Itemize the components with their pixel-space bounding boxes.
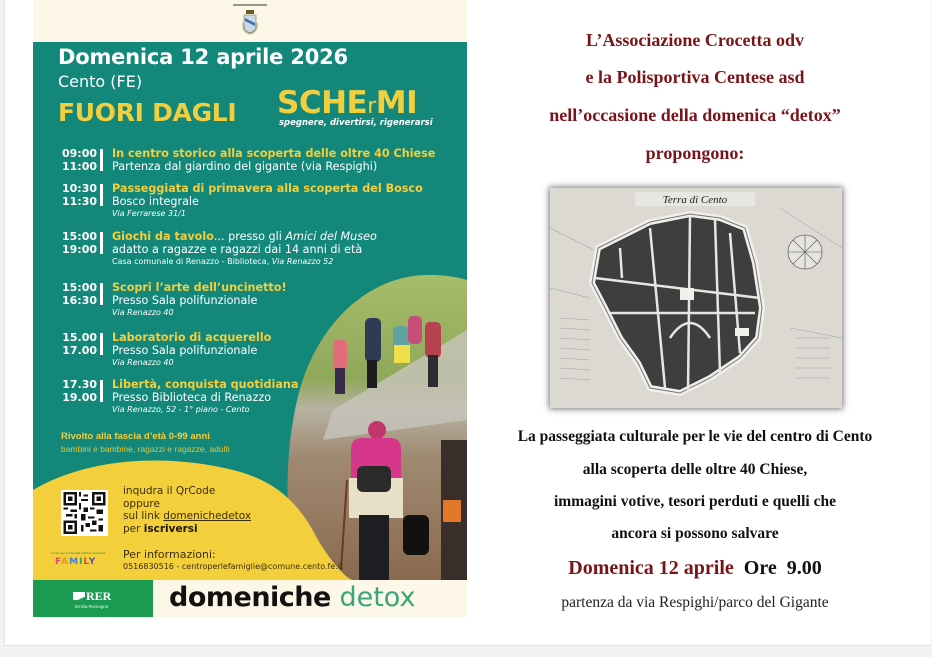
event-address: Via Renazzo 40 <box>112 308 174 317</box>
rer-flag-icon <box>73 592 85 600</box>
intro-line-2: e la Polisportiva Centese asd <box>585 67 805 87</box>
description-line-4: ancora si possono salvare <box>611 525 779 542</box>
end-time: 11:00 <box>61 160 97 173</box>
event-title: Passeggiata di primavera alla scoperta del Bosco <box>112 182 423 195</box>
event-title <box>112 230 377 243</box>
qr-link-prefix: sul link <box>123 510 164 522</box>
start-time: 15.00 <box>62 331 97 344</box>
event-address: Via Renazzo 40 <box>112 358 174 367</box>
event-datetime <box>480 557 910 580</box>
title-mi: MI <box>375 85 418 121</box>
event-address: Via Ferrarese 31/1 <box>112 209 186 218</box>
end-time: 16:30 <box>61 294 97 307</box>
qr-line-1: inqudra il QrCode <box>123 485 216 497</box>
event-title-rest: ... presso gli <box>213 230 286 243</box>
event-location: Presso Biblioteca di Renazzo <box>112 391 272 404</box>
qr-code-icon <box>61 490 108 536</box>
qr-line4-bold: iscriversi <box>143 522 198 535</box>
rer-strip <box>33 580 153 617</box>
end-time: 11:30 <box>61 195 97 208</box>
event-times <box>61 230 97 256</box>
event-title-italic: Amici del Museo <box>285 230 377 243</box>
event-address-plain: Casa comunale di Renazzo - Biblioteca, <box>112 257 272 266</box>
description-line-1: La passeggiata culturale per le vie del centro di Cento <box>517 428 873 445</box>
event-address: Via Renazzo, 52 - 1° piano - Cento <box>112 405 250 414</box>
poster-tagline: spegnere, divertirsi, rigenerarsi <box>279 118 433 128</box>
time-divider <box>100 380 103 402</box>
event-title: Laboratorio di acquerello <box>112 331 272 344</box>
footer-title-light: detox <box>339 582 416 613</box>
start-time: 09:00 <box>61 147 97 160</box>
event-times <box>61 147 97 173</box>
event-title: In centro storico alla scoperta delle oltre 40 Chiese <box>112 147 436 160</box>
footer-title-bold: domeniche <box>169 582 331 613</box>
event-time: Ore 9.00 <box>743 557 822 579</box>
footer-title <box>169 581 415 615</box>
domenichedetox-link[interactable]: domenichedetox <box>163 510 252 522</box>
rer-logo-text: RER <box>86 589 112 603</box>
time-divider <box>100 184 103 206</box>
start-time: 15:00 <box>61 281 97 294</box>
poster-date: Domenica 12 aprile 2026 <box>58 45 348 69</box>
map-title: Terra di Cento <box>662 194 728 206</box>
end-time: 17.00 <box>62 344 97 357</box>
audience-info <box>61 430 230 456</box>
start-time: 17.30 <box>62 378 97 391</box>
audience-subtitle: bambini e bambine, ragazzi e ragazze, adulti <box>61 444 230 454</box>
event-location: Bosco integrale <box>112 195 199 208</box>
event-title-bold: Giochi da tavolo <box>112 230 214 243</box>
start-place: partenza da via Respighi/parco del Gigante <box>561 594 829 611</box>
rer-logo <box>73 589 111 604</box>
poster-city: Cento (FE) <box>58 72 143 91</box>
footer-banner <box>153 580 467 617</box>
start-time: 10:30 <box>61 182 97 195</box>
event-times <box>61 182 97 208</box>
event-location: Presso Sala polifunzionale <box>112 344 258 357</box>
time-divider <box>100 283 103 305</box>
event-location: adatto a ragazze e ragazzi dai 14 anni di età <box>112 243 363 256</box>
intro-line-4: propongono: <box>645 143 745 163</box>
info-contact: 0516830516 - centroperlefamiglie@comune.cento.fe.it <box>123 562 344 571</box>
end-time: 19:00 <box>61 243 97 256</box>
end-time: 19.00 <box>62 391 97 404</box>
family-center-caption: Centro per le Famiglie dell'Alto Ferrarese <box>51 551 106 555</box>
event-times <box>61 281 97 307</box>
title-r: r <box>367 94 376 119</box>
description-line-2: alla scoperta delle oltre 40 Chiese, <box>582 461 808 478</box>
event-date: Domenica 12 aprile <box>568 557 734 579</box>
qr-line-3 <box>123 510 251 523</box>
event-title: Scopri l’arte dell’uncinetto! <box>112 281 287 294</box>
event-address-italic: Via Renazzo 52 <box>271 257 334 266</box>
poster-title-part1: FUORI DAGLI <box>58 98 237 127</box>
event-times <box>61 331 97 357</box>
info-title: Per informazioni: <box>123 548 216 561</box>
audience-title: Rivolto alla fascia d’età 0-99 anni <box>61 431 210 442</box>
family-logo: FAMILY <box>55 557 97 567</box>
event-location: Partenza dal giardino del gigante (via Respighi) <box>112 160 378 173</box>
qr-line-4 <box>123 523 251 536</box>
time-divider <box>100 149 103 171</box>
time-divider <box>100 232 103 254</box>
intro-line-1: L’Associazione Crocetta odv <box>586 30 804 50</box>
description-line-3: immagini votive, tesori perduti e quelli che <box>554 493 836 510</box>
title-sche: SCHE <box>277 85 368 121</box>
start-time: 15:00 <box>61 230 97 243</box>
event-address <box>112 256 377 268</box>
qr-line4-prefix: per <box>123 522 144 535</box>
event-title: Libertà, conquista quotidiana <box>112 378 299 391</box>
intro-line-3: nell’occasione della domenica “detox” <box>549 105 841 125</box>
time-divider <box>100 333 103 355</box>
qr-line-2: oppure <box>123 497 160 510</box>
event-location: Presso Sala polifunzionale <box>112 294 258 307</box>
rer-subtitle: Emilia-Romagna <box>75 604 109 609</box>
qr-instructions <box>123 485 251 535</box>
historic-map-terra-di-cento <box>550 188 842 408</box>
event-poster <box>33 0 467 617</box>
event-times <box>61 378 97 404</box>
